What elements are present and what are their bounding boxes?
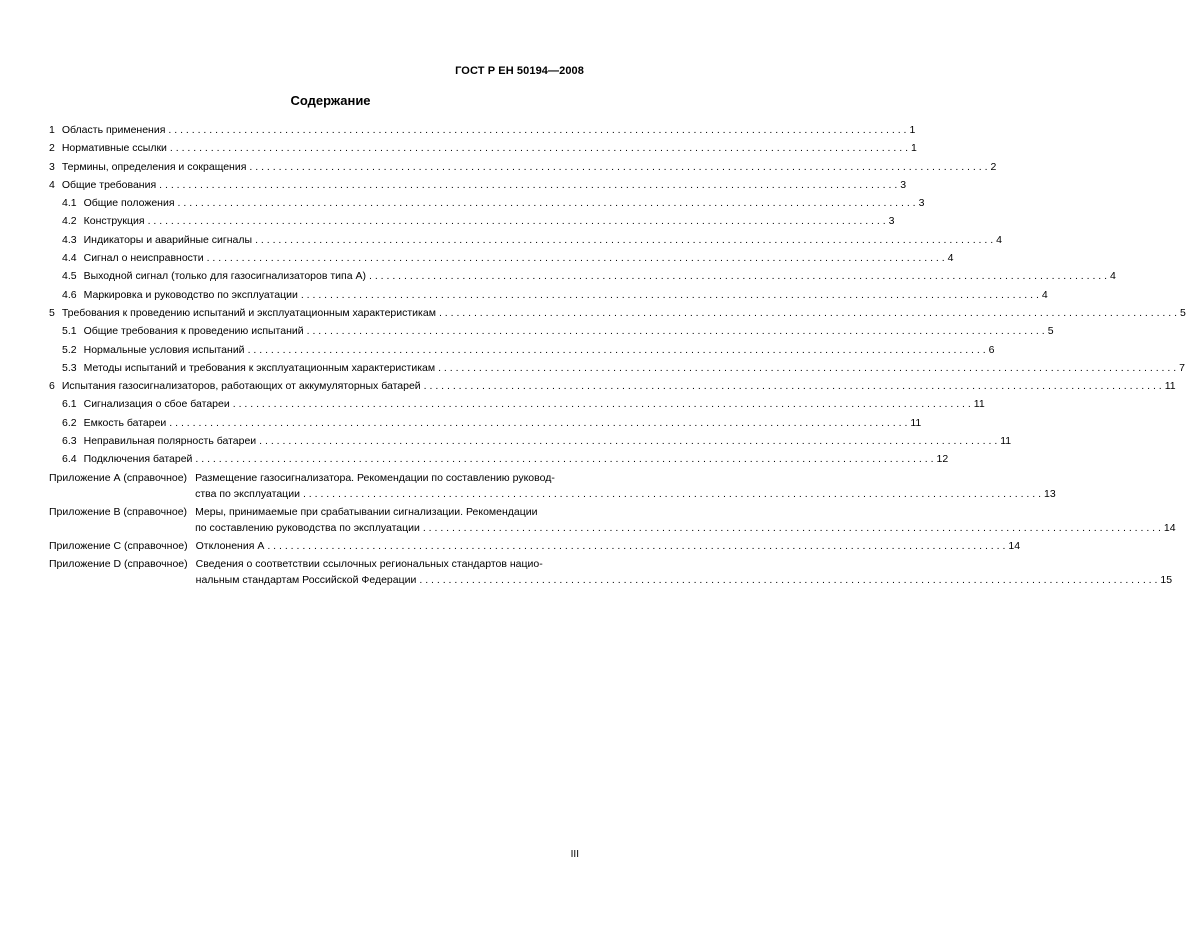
page-ref: 11 — [910, 416, 922, 429]
dot-leader — [170, 139, 908, 157]
page-ref: 3 — [888, 215, 895, 228]
toc-entry-4-2[interactable]: 4.2 Конструкция . . . 3 — [49, 212, 584, 230]
page-ref: 11 — [1000, 435, 1012, 448]
appendix-label: Приложение С (справочное) — [49, 539, 188, 552]
dot-leader — [249, 158, 987, 176]
toc-appendix-c[interactable] — [49, 538, 1021, 554]
appendix-label: Приложение А (справочное) — [49, 471, 188, 484]
toc-appendix-d[interactable] — [49, 556, 1173, 588]
dot-leader — [195, 450, 933, 468]
dot-leader — [248, 341, 986, 359]
page-ref: 5 — [1180, 306, 1186, 319]
toc-entry-6-2[interactable]: 6.2 Емкость батареи . . . 11 — [49, 414, 584, 432]
toc-entry-2[interactable]: 2 Нормативные ссылки . . . 1 — [49, 139, 584, 157]
dot-leader — [267, 538, 1005, 554]
dot-leader — [255, 231, 993, 249]
toc-entry-1[interactable]: 1 Область применения . . . 1 — [49, 121, 584, 139]
toc-entry-5[interactable]: 5 Требования к проведению испытаний и эксплуатационным характеристикам . . . 5 — [49, 304, 584, 322]
page-ref: 4 — [996, 233, 1002, 246]
toc-entry-6-1[interactable]: 6.1 Сигнализация о сбое батареи . . . 11 — [49, 395, 584, 413]
dot-leader — [148, 212, 886, 230]
toc-entry-5-1[interactable]: 5.1 Общие требования к проведению испытаний . . . 5 — [49, 322, 584, 340]
dot-leader — [369, 267, 1107, 285]
appendix-title-line1: Размещение газосигнализатора. Рекомендации по составлению руковод- — [195, 471, 555, 484]
page-title: Содержание — [290, 93, 371, 108]
appendix-title-line2: по составлению руководства по эксплуатации — [195, 521, 420, 534]
page-ref: 13 — [1044, 487, 1056, 500]
dot-leader — [307, 322, 1045, 340]
page-ref: 4 — [1041, 288, 1048, 301]
dot-leader — [233, 395, 971, 413]
page-ref: 11 — [973, 398, 985, 411]
appendix-title-line1: Меры, принимаемые при срабатывании сигнализации. Рекомендации — [195, 505, 538, 518]
appendix-title-line2: ства по эксплуатации — [195, 487, 300, 500]
dot-leader — [424, 377, 1162, 395]
toc-entry-6-4[interactable]: 6.4 Подключения батарей . . . 12 — [49, 450, 584, 468]
toc-entry-6-3[interactable]: 6.3 Неправильная полярность батареи . . . 11 — [49, 432, 584, 450]
toc-appendix-a[interactable] — [49, 470, 1056, 502]
page-ref: 11 — [1164, 380, 1176, 393]
appendix-label: Приложение В (справочное) — [49, 505, 188, 518]
dot-leader — [159, 176, 897, 194]
toc-entry-6[interactable]: 6 Испытания газосигнализаторов, работающих от аккумуляторных батарей . . . 11 — [49, 377, 584, 395]
toc-entry-4[interactable]: 4 Общие требования . . . 3 — [49, 176, 584, 194]
page-ref: 4 — [947, 252, 954, 265]
dot-leader — [168, 121, 906, 139]
page-ref: 7 — [1179, 361, 1185, 374]
page-ref: 12 — [936, 453, 949, 466]
page-ref: 1 — [910, 142, 917, 155]
toc-entry-4-5[interactable]: 4.5 Выходной сигнал (только для газосигнализаторов типа А) . . . 4 — [49, 267, 584, 285]
dot-leader — [169, 414, 907, 432]
toc-entry-5-3[interactable]: 5.3 Методы испытаний и требования к эксплуатационным характеристикам . . . 7 — [49, 359, 584, 377]
dot-leader — [303, 486, 1041, 502]
page-ref: 1 — [909, 124, 916, 136]
page-ref: 6 — [988, 343, 995, 356]
page-number: III — [570, 849, 579, 860]
page-ref: 5 — [1047, 325, 1054, 338]
table-of-contents — [49, 121, 1186, 590]
dot-leader — [439, 304, 1177, 322]
dot-leader — [259, 432, 997, 450]
document-id: ГОСТ Р ЕН 50194—2008 — [455, 65, 584, 77]
toc-entry-4-1[interactable]: 4.1 Общие положения . . . 3 — [49, 194, 584, 212]
page-ref: 14 — [1163, 521, 1176, 534]
dot-leader — [438, 359, 1176, 377]
toc-entry-4-3[interactable]: 4.3 Индикаторы и аварийные сигналы . . . 4 — [49, 231, 584, 249]
page-ref: 14 — [1008, 539, 1021, 552]
page-ref: 15 — [1160, 573, 1173, 586]
page-ref: 3 — [900, 178, 907, 191]
toc-entry-4-6[interactable]: 4.6 Маркировка и руководство по эксплуатации . . . 4 — [49, 286, 584, 304]
appendix-title-line2: Отклонения А — [195, 539, 265, 552]
page-ref: 2 — [990, 160, 997, 173]
dot-leader — [419, 572, 1157, 588]
toc-appendix-b[interactable] — [49, 504, 1176, 536]
page-ref: 3 — [918, 197, 925, 210]
dot-leader — [301, 286, 1039, 304]
dot-leader — [207, 249, 945, 267]
toc-entry-3[interactable]: 3 Термины, определения и сокращения . . . 2 — [49, 158, 584, 176]
toc-entry-5-2[interactable]: 5.2 Нормальные условия испытаний . . . 6 — [49, 341, 584, 359]
dot-leader — [423, 520, 1161, 536]
page-ref: 4 — [1110, 270, 1116, 283]
appendix-title-line1: Сведения о соответствии ссылочных региональных стандартов нацио- — [195, 557, 543, 570]
appendix-title-line2: нальным стандартам Российской Федерации — [195, 573, 417, 586]
toc-entry-4-4[interactable]: 4.4 Сигнал о неисправности . . . 4 — [49, 249, 584, 267]
dot-leader — [178, 194, 916, 212]
appendix-label: Приложение D (справочное) — [49, 557, 188, 570]
